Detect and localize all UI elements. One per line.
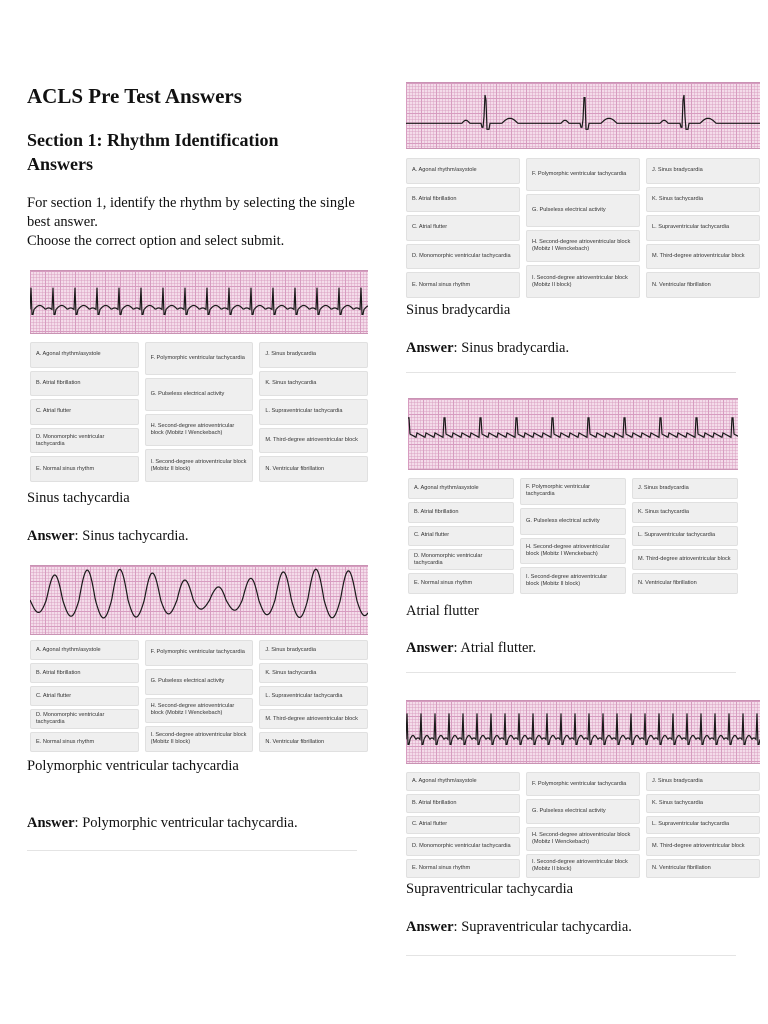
answer-option[interactable]: F. Polymorphic ventricular tachycardia (145, 342, 254, 375)
answer-option[interactable]: D. Monomorphic ventricular tachycardia (406, 244, 520, 270)
divider (406, 372, 736, 373)
answer-label: Answer (27, 815, 75, 831)
answer-option[interactable]: I. Second-degree atrioventricular block (Mobitz II block) (145, 449, 254, 482)
answer-value: Supraventricular tachycardia. (461, 919, 632, 935)
answer-value: Sinus bradycardia. (461, 340, 570, 356)
answer-option[interactable]: B. Atrial fibrillation (406, 187, 520, 213)
ecg-strip (30, 270, 368, 334)
answer-label: Answer (406, 340, 454, 356)
answer-separator: : (74, 528, 83, 544)
ecg-strip (408, 398, 738, 470)
answer-option[interactable]: H. Second-degree atrioventricular block (Mobitz I Wenckebach) (145, 414, 254, 447)
answer-option[interactable]: B. Atrial fibrillation (406, 794, 520, 813)
ecg-trace-line (30, 288, 368, 315)
answer-option[interactable]: E. Normal sinus rhythm (30, 456, 139, 482)
divider (27, 850, 357, 851)
answer-option[interactable]: I. Second-degree atrioventricular block (Mobitz II block) (145, 726, 254, 752)
ecg-trace (30, 271, 368, 333)
answer-option[interactable]: E. Normal sinus rhythm (406, 272, 520, 298)
answer-line (27, 815, 298, 832)
rhythm-name: Sinus tachycardia (27, 490, 130, 506)
answer-option[interactable]: A. Agonal rhythm/asystole (406, 772, 520, 791)
answer-option[interactable]: E. Normal sinus rhythm (406, 859, 520, 878)
answer-option[interactable]: L. Supraventricular tachycardia (632, 526, 738, 547)
answer-options (406, 158, 760, 298)
divider (406, 955, 736, 956)
ecg-trace (406, 83, 760, 148)
answer-value: Atrial flutter. (460, 640, 537, 656)
answer-option[interactable]: K. Sinus tachycardia (646, 794, 760, 813)
answer-option[interactable]: E. Normal sinus rhythm (30, 732, 139, 752)
answer-option[interactable]: M. Third-degree atrioventricular block (259, 428, 368, 454)
answer-option[interactable]: N. Ventricular fibrillation (632, 573, 738, 594)
ecg-trace (30, 566, 368, 634)
answer-option[interactable]: M. Third-degree atrioventricular block (259, 709, 368, 729)
section-title: Section 1: Rhythm Identification Answers (27, 130, 279, 174)
ecg-trace (408, 399, 738, 469)
answer-option[interactable]: N. Ventricular fibrillation (646, 859, 760, 878)
answer-option[interactable]: M. Third-degree atrioventricular block (646, 244, 760, 270)
answer-value: Polymorphic ventricular tachycardia. (82, 815, 298, 831)
answer-option[interactable]: K. Sinus tachycardia (632, 502, 738, 523)
rhythm-name: Sinus bradycardia (406, 302, 511, 318)
answer-option[interactable]: C. Atrial flutter (406, 816, 520, 835)
answer-option[interactable]: J. Sinus bradycardia (259, 342, 368, 368)
answer-option[interactable]: D. Monomorphic ventricular tachycardia (406, 837, 520, 856)
intro-line-2: Choose the correct option and select submit. (27, 233, 285, 249)
rhythm-name: Polymorphic ventricular tachycardia (27, 758, 239, 774)
ecg-strip (406, 700, 760, 764)
answer-label: Answer (406, 640, 454, 656)
answer-option[interactable]: G. Pulseless electrical activity (526, 194, 640, 227)
page-title: ACLS Pre Test Answers (27, 84, 242, 108)
answer-line (406, 340, 569, 357)
answer-option[interactable]: I. Second-degree atrioventricular block (Mobitz II block) (526, 265, 640, 298)
answer-option[interactable]: F. Polymorphic ventricular tachycardia (526, 158, 640, 191)
answer-option[interactable]: B. Atrial fibrillation (408, 502, 514, 523)
answer-option[interactable]: C. Atrial flutter (30, 399, 139, 425)
ecg-trace-line (30, 569, 368, 618)
answer-label: Answer (406, 919, 454, 935)
answer-option[interactable]: I. Second-degree atrioventricular block (Mobitz II block) (526, 854, 640, 878)
intro-line-1: For section 1, identify the rhythm by selecting the single best answer. (27, 195, 355, 230)
answer-option[interactable]: N. Ventricular fibrillation (259, 456, 368, 482)
answer-option[interactable]: N. Ventricular fibrillation (646, 272, 760, 298)
answer-option[interactable]: B. Atrial fibrillation (30, 371, 139, 397)
answer-option[interactable]: G. Pulseless electrical activity (520, 508, 626, 535)
answer-option[interactable]: F. Polymorphic ventricular tachycardia (526, 772, 640, 796)
answer-option[interactable]: K. Sinus tachycardia (259, 663, 368, 683)
answer-option[interactable]: C. Atrial flutter (30, 686, 139, 706)
answer-option[interactable]: N. Ventricular fibrillation (259, 732, 368, 752)
answer-separator: : (453, 340, 462, 356)
answer-separator: : (453, 640, 461, 656)
answer-option[interactable]: J. Sinus bradycardia (646, 772, 760, 791)
answer-option[interactable]: M. Third-degree atrioventricular block (646, 837, 760, 856)
answer-option[interactable]: L. Supraventricular tachycardia (259, 399, 368, 425)
answer-separator: : (453, 919, 462, 935)
answer-option[interactable]: I. Second-degree atrioventricular block (Mobitz II block) (520, 567, 626, 594)
answer-option[interactable]: A. Agonal rhythm/asystole (30, 342, 139, 368)
answer-option[interactable]: L. Supraventricular tachycardia (646, 215, 760, 241)
answer-option[interactable]: A. Agonal rhythm/asystole (408, 478, 514, 499)
answer-option[interactable]: F. Polymorphic ventricular tachycardia (145, 640, 254, 666)
ecg-trace-line (406, 713, 760, 744)
answer-option[interactable]: D. Monomorphic ventricular tachycardia (408, 549, 514, 570)
answer-option[interactable]: J. Sinus bradycardia (259, 640, 368, 660)
answer-option[interactable]: C. Atrial flutter (408, 526, 514, 547)
answer-line (406, 640, 536, 657)
answer-value: Sinus tachycardia. (82, 528, 189, 544)
answer-option[interactable]: H. Second-degree atrioventricular block (Mobitz I Wenckebach) (526, 230, 640, 263)
answer-option[interactable]: D. Monomorphic ventricular tachycardia (30, 709, 139, 729)
ecg-trace-line (406, 95, 760, 129)
answer-options (406, 772, 760, 878)
answer-option[interactable]: A. Agonal rhythm/asystole (406, 158, 520, 184)
answer-option[interactable]: G. Pulseless electrical activity (526, 799, 640, 823)
intro-text (27, 194, 367, 251)
answer-option[interactable]: J. Sinus bradycardia (632, 478, 738, 499)
answer-option[interactable]: D. Monomorphic ventricular tachycardia (30, 428, 139, 454)
answer-option[interactable]: J. Sinus bradycardia (646, 158, 760, 184)
divider (406, 672, 736, 673)
ecg-trace (406, 701, 760, 763)
answer-options (30, 640, 368, 752)
answer-label: Answer (27, 528, 75, 544)
answer-option[interactable]: A. Agonal rhythm/asystole (30, 640, 139, 660)
answer-option[interactable]: B. Atrial fibrillation (30, 663, 139, 683)
answer-option[interactable]: C. Atrial flutter (406, 215, 520, 241)
answer-option[interactable]: H. Second-degree atrioventricular block (Mobitz I Wenckebach) (145, 698, 254, 724)
answer-option[interactable]: G. Pulseless electrical activity (145, 378, 254, 411)
answer-separator: : (74, 815, 83, 831)
answer-option[interactable]: H. Second-degree atrioventricular block (Mobitz I Wenckebach) (526, 827, 640, 851)
answer-option[interactable]: G. Pulseless electrical activity (145, 669, 254, 695)
answer-options (30, 342, 368, 482)
answer-option[interactable]: L. Supraventricular tachycardia (259, 686, 368, 706)
answer-option[interactable]: L. Supraventricular tachycardia (646, 816, 760, 835)
rhythm-name: Atrial flutter (406, 603, 479, 619)
answer-option[interactable]: H. Second-degree atrioventricular block (Mobitz I Wenckebach) (520, 538, 626, 565)
answer-line (406, 919, 632, 936)
answer-option[interactable]: K. Sinus tachycardia (646, 187, 760, 213)
answer-option[interactable]: E. Normal sinus rhythm (408, 573, 514, 594)
answer-option[interactable]: F. Polymorphic ventricular tachycardia (520, 478, 626, 505)
rhythm-name: Supraventricular tachycardia (406, 881, 574, 897)
answer-line (27, 528, 189, 545)
answer-option[interactable]: K. Sinus tachycardia (259, 371, 368, 397)
answer-options (408, 478, 738, 594)
answer-option[interactable]: M. Third-degree atrioventricular block (632, 549, 738, 570)
ecg-strip (30, 565, 368, 635)
ecg-strip (406, 82, 760, 149)
ecg-trace-line (408, 418, 738, 437)
